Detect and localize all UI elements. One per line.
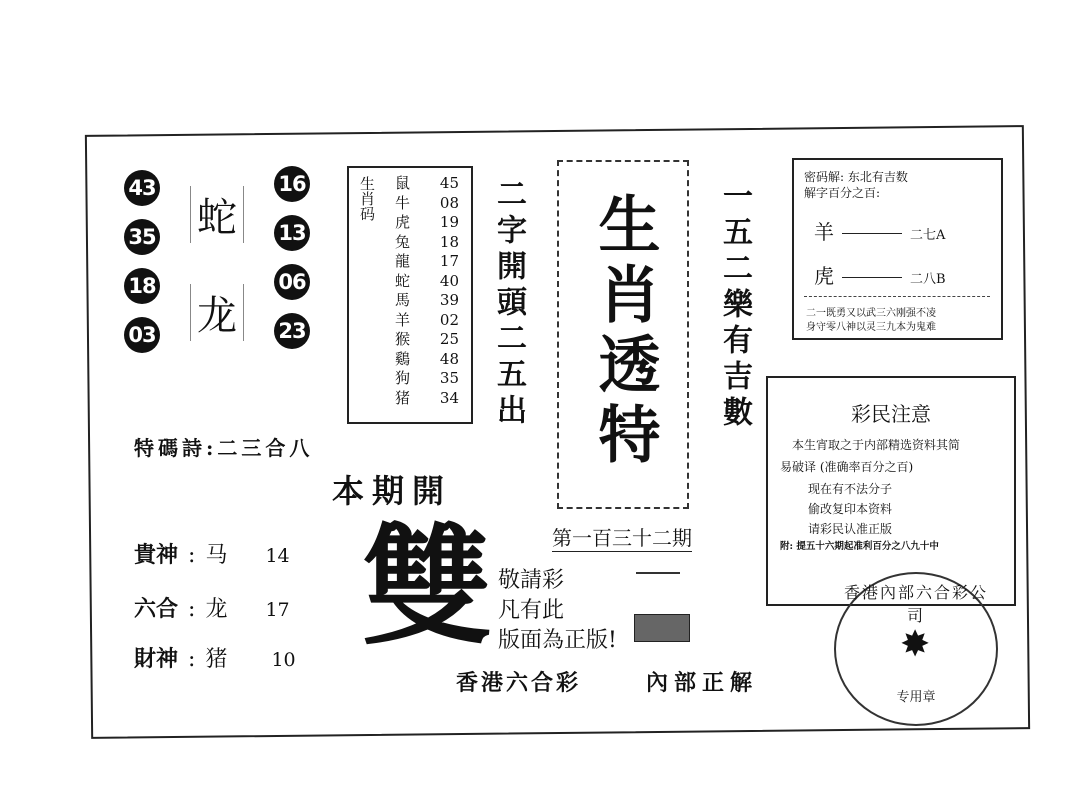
notice-box [766,376,1016,606]
code-box-line: 密码解: 东北有吉数 [804,170,908,184]
god-row: 財神 : 猪 10 [134,646,296,672]
footer-right: 內部正解 [646,670,759,696]
table-row: 狗 35 [395,369,459,387]
code-row: 虎 二八B [814,264,946,288]
zodiac-top: 蛇 [190,186,244,243]
zodiac-bottom: 龙 [190,284,244,341]
table-row: 猪 34 [395,388,459,407]
code-row: 羊 二七A [814,220,946,244]
notice-line: 请彩民认准正版 [808,522,893,536]
number-ball: 23 [274,313,310,349]
ball-column-left [124,170,160,353]
code-rows [395,174,459,408]
issue-number: 第一百三十二期 [552,522,692,552]
number-ball: 16 [274,166,310,202]
notice-text: 版面為正版! [498,628,617,653]
ball-column-right [274,166,310,349]
vertical-hint-right: 一五二樂有吉數 [717,180,752,432]
table-row: 鷄 48 [395,349,459,368]
this-issue-label: 本期開 [332,472,453,510]
number-ball: 43 [124,170,160,206]
notice-foot: 附: 提五十六期起准利百分之八九十中 [780,541,939,552]
stamp-ring-text: 香港內部六合彩公司 [843,583,988,625]
zodiac-code-table [347,166,473,424]
big-character: 雙 [362,510,493,663]
code-box-line: 解字百分之百: [804,186,881,200]
god-row: 六合 : 龙 17 [134,596,290,622]
number-ball: 13 [274,215,310,251]
authentic-notice [498,566,617,656]
table-row: 龍 17 [395,252,459,270]
notice-line: 偷改复印本资料 [808,502,893,516]
code-box-foot: 二一既勇又以武三六刚强不凌 [806,308,936,319]
code-box [792,158,1003,340]
table-row: 羊 02 [395,310,459,329]
notice-line: 易破译 (准确率百分之百) [780,460,914,474]
number-ball: 18 [124,268,160,304]
table-row: 馬 39 [395,291,459,309]
table-row: 鼠 45 [395,174,459,192]
table-heading: 生肖码 [358,176,376,221]
seal-mark [634,614,690,642]
special-poem: 特碼詩:二三合八 [134,436,314,460]
main-title: 生肖透特 [588,192,661,472]
god-row: 貴神 : 马 14 [134,542,290,568]
star-icon: ✸ [900,624,931,665]
number-ball: 35 [124,219,160,255]
company-stamp [834,572,998,726]
footer-left: 香港六合彩 [456,670,582,696]
table-row: 兔 18 [395,232,459,251]
stamp-center-text: 专用章 [896,690,936,705]
title-box [557,160,689,509]
notice-line: 现在有不法分子 [808,482,893,496]
notice-title: 彩民注意 [851,402,931,426]
table-row: 猴 25 [395,330,459,348]
notice-line: 本生宵取之于内部精选资料其简 [792,438,961,452]
obscured-stroke [636,572,680,574]
number-ball: 06 [274,264,310,300]
table-row: 虎 19 [395,213,459,231]
table-row: 牛 08 [395,193,459,212]
vertical-hint-left: 二字開頭二五出 [491,178,526,430]
table-row: 蛇 40 [395,271,459,290]
notice-text: 凡有此 [498,598,565,623]
notice-text: 敬請彩 [498,568,565,593]
code-box-foot: 身守零八神以灵三九本为鬼难 [806,322,936,333]
number-ball: 03 [124,317,160,353]
